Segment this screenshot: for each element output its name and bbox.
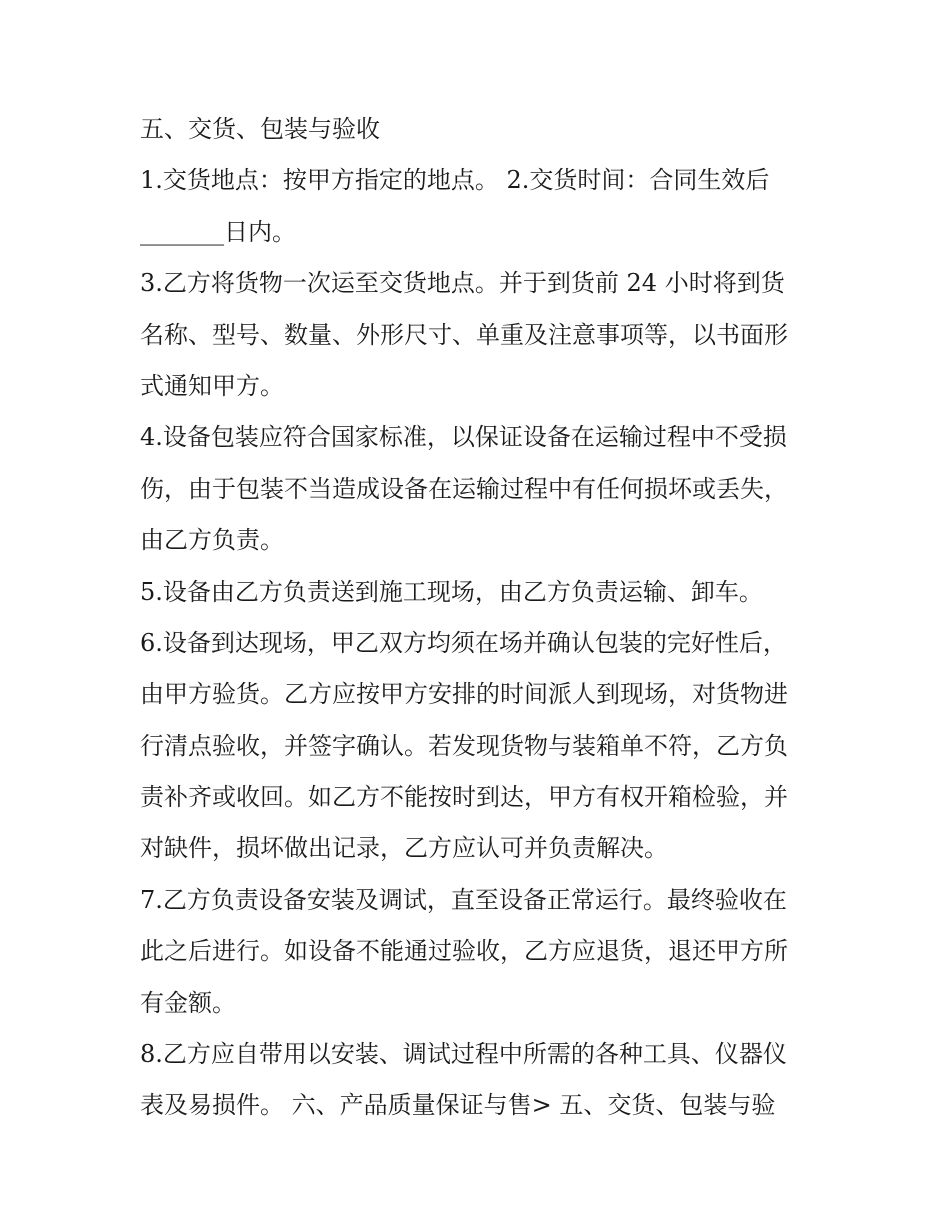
document-body (140, 104, 820, 1132)
clause-6-line-3: 行清点验收，并签字确认。若发现货物与装箱单不符，乙方负 (140, 731, 788, 760)
clause-6-line-4: 责补齐或收回。如乙方不能按时到达，甲方有权开箱检验，并 (140, 783, 788, 812)
clause-4-line-1: 4.设备包装应符合国家标准，以保证设备在运输过程中不受损 (140, 423, 787, 452)
clause-3-line-2: 名称、型号、数量、外形尺寸、单重及注意事项等，以书面形 (140, 320, 788, 349)
clause-4-line-2: 伤，由于包装不当造成设备在运输过程中有任何损坏或丢失， (140, 474, 788, 503)
clause-3-line-3: 式通知甲方。 (140, 371, 284, 400)
clause-3-line-1: 3.乙方将货物一次运至交货地点。并于到货前 24 小时将到货 (140, 269, 785, 298)
clause-1-line-1: 1.交货地点：按甲方指定的地点。 2.交货时间：合同生效后 (140, 166, 770, 195)
clause-7-line-2: 此之后进行。如设备不能通过验收，乙方应退货，退还甲方所 (140, 937, 788, 966)
section-heading: 五、交货、包装与验收 (140, 115, 380, 143)
clause-6-line-2: 由甲方验货。乙方应按甲方安排的时间派人到现场，对货物进 (140, 680, 788, 709)
clause-4-line-3: 由乙方负责。 (140, 526, 284, 555)
clause-8-line-2: 表及易损件。 六、产品质量保证与售> 五、交货、包装与验 (140, 1091, 776, 1120)
clause-6-line-1: 6.设备到达现场，甲乙双方均须在场并确认包装的完好性后， (140, 628, 787, 657)
clause-5-line-1: 5.设备由乙方负责送到施工现场，由乙方负责运输、卸车。 (140, 577, 763, 606)
clause-8-line-1: 8.乙方应自带用以安装、调试过程中所需的各种工具、仪器仪 (140, 1040, 787, 1069)
clause-7-line-1: 7.乙方负责设备安装及调试，直至设备正常运行。最终验收在 (140, 885, 787, 914)
clause-6-line-5: 对缺件，损坏做出记录，乙方应认可并负责解决。 (140, 834, 668, 863)
clause-1-line-2: _______日内。 (140, 217, 296, 246)
clause-7-line-3: 有金额。 (140, 988, 236, 1017)
